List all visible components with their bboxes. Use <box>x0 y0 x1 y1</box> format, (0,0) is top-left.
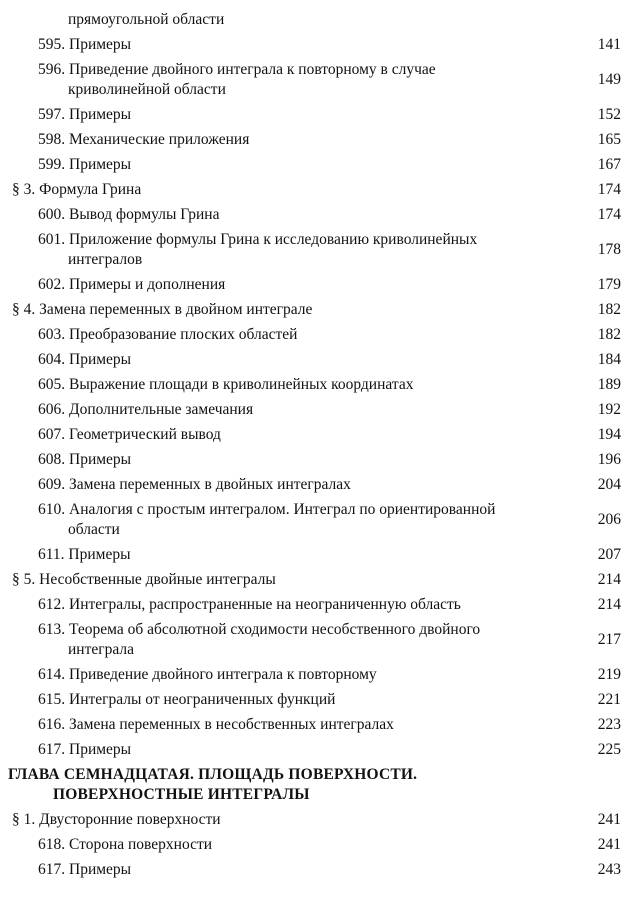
toc-title <box>38 620 558 660</box>
toc-title <box>38 400 558 420</box>
toc-title-line: 601. Приложение формулы Грина к исследованию криволинейных <box>38 231 478 248</box>
toc-page-number: 196 <box>597 451 621 468</box>
toc-title <box>68 10 558 30</box>
toc-title-line: 615. Интегралы от неограниченных функций <box>38 691 336 708</box>
toc-title <box>38 450 558 470</box>
toc-title <box>38 425 558 445</box>
toc-title <box>38 595 558 615</box>
toc-title-line: 618. Сторона поверхности <box>38 836 213 853</box>
toc-page-number: 223 <box>597 716 621 733</box>
toc-title <box>38 690 558 710</box>
toc-page-number: 184 <box>597 351 621 368</box>
toc-title <box>38 715 558 735</box>
toc-title-line: 605. Выражение площади в криволинейных координатах <box>38 376 414 393</box>
toc-title-line: 616. Замена переменных в несобственных интегралах <box>38 716 394 733</box>
toc-title-line: 606. Дополнительные замечания <box>38 401 254 418</box>
toc-page-number: 182 <box>597 326 621 343</box>
toc-title-line: 607. Геометрический вывод <box>38 426 221 443</box>
toc-title <box>38 325 558 345</box>
toc-page-number: 194 <box>597 426 621 443</box>
toc-page-number: 189 <box>597 376 621 393</box>
toc-page-number: 241 <box>597 836 621 853</box>
toc-title-line: 608. Примеры <box>38 451 132 468</box>
toc-title <box>38 35 558 55</box>
toc-title <box>38 275 558 295</box>
toc-title-continuation: области <box>68 521 120 538</box>
toc-title-line: § 3. Формула Грина <box>12 181 142 198</box>
toc-title-line: 617. Примеры <box>38 861 132 878</box>
toc-page-number: 174 <box>597 206 621 223</box>
toc-page-number: 192 <box>597 401 621 418</box>
toc-page-number: 178 <box>597 241 621 258</box>
toc-title-line: 603. Преобразование плоских областей <box>38 326 298 343</box>
toc-title-line: 596. Приведение двойного интеграла к повторному в случае <box>38 61 436 78</box>
toc-title-line: 612. Интегралы, распространенные на неограниченную область <box>38 596 461 613</box>
toc-title <box>38 105 558 125</box>
toc-title <box>38 665 558 685</box>
toc-title-continuation: ПОВЕРХНОСТНЫЕ ИНТЕГРАЛЫ <box>53 786 310 803</box>
toc-title-continuation: интегралов <box>68 251 143 268</box>
toc-page-number: 165 <box>597 131 621 148</box>
toc-title-line: 602. Примеры и дополнения <box>38 276 226 293</box>
toc-title <box>38 500 558 540</box>
toc-page-number: 206 <box>597 511 621 528</box>
toc-title <box>8 765 568 805</box>
toc-title-line: § 4. Замена переменных в двойном интеграле <box>12 301 313 318</box>
toc-title-line: 599. Примеры <box>38 156 132 173</box>
toc-title <box>38 205 558 225</box>
toc-title <box>38 545 558 565</box>
toc-title-line: ГЛАВА СЕМНАДЦАТАЯ. ПЛОЩАДЬ ПОВЕРХНОСТИ. <box>8 766 418 783</box>
toc-title-line: § 5. Несобственные двойные интегралы <box>12 571 276 588</box>
toc-title <box>38 835 558 855</box>
toc-title-line: 611. Примеры <box>38 546 131 563</box>
toc-title-line: 595. Примеры <box>38 36 132 53</box>
toc-page-number: 214 <box>597 571 621 588</box>
toc-title <box>38 230 558 270</box>
toc-page-number: 152 <box>597 106 621 123</box>
toc-page-number: 141 <box>597 36 621 53</box>
toc-title <box>12 570 552 590</box>
toc-title-line: 604. Примеры <box>38 351 132 368</box>
toc-title <box>38 740 558 760</box>
toc-title-line: 598. Механические приложения <box>38 131 250 148</box>
toc-title-continuation: интеграла <box>68 641 134 658</box>
toc-title <box>38 350 558 370</box>
toc-title <box>38 155 558 175</box>
toc-title <box>38 130 558 150</box>
toc-page-number: 179 <box>597 276 621 293</box>
toc-title <box>12 810 552 830</box>
toc-page-number: 174 <box>597 181 621 198</box>
toc-title-line: 617. Примеры <box>38 741 132 758</box>
toc-title-continuation: криволинейной области <box>68 81 226 98</box>
toc-page-number: 207 <box>597 546 621 563</box>
toc-title-line: прямоугольной области <box>68 11 225 28</box>
toc-title <box>38 375 558 395</box>
toc-page-number: 221 <box>597 691 621 708</box>
toc-page-number: 243 <box>597 861 621 878</box>
toc-page-number: 217 <box>597 631 621 648</box>
toc-title-line: 613. Теорема об абсолютной сходимости несобственного двойного <box>38 621 481 638</box>
toc-title <box>12 300 552 320</box>
toc-page-number: 241 <box>597 811 621 828</box>
toc-page-number: 167 <box>597 156 621 173</box>
toc-title <box>38 860 558 880</box>
toc-title-line: 614. Приведение двойного интеграла к повторному <box>38 666 377 683</box>
toc-title <box>12 180 552 200</box>
toc-title-line: 610. Аналогия с простым интегралом. Интеграл по ориентированной <box>38 501 496 518</box>
toc-page-number: 204 <box>597 476 621 493</box>
toc-page-number: 225 <box>597 741 621 758</box>
toc-title <box>38 60 558 100</box>
toc-page-number: 182 <box>597 301 621 318</box>
toc-page-number: 219 <box>597 666 621 683</box>
toc-title-line: § 1. Двусторонние поверхности <box>12 811 221 828</box>
toc-title <box>38 475 558 495</box>
toc-title-line: 600. Вывод формулы Грина <box>38 206 220 223</box>
toc-page-number: 149 <box>597 71 621 88</box>
toc-title-line: 597. Примеры <box>38 106 132 123</box>
toc-page-number: 214 <box>597 596 621 613</box>
toc-title-line: 609. Замена переменных в двойных интегралах <box>38 476 351 493</box>
